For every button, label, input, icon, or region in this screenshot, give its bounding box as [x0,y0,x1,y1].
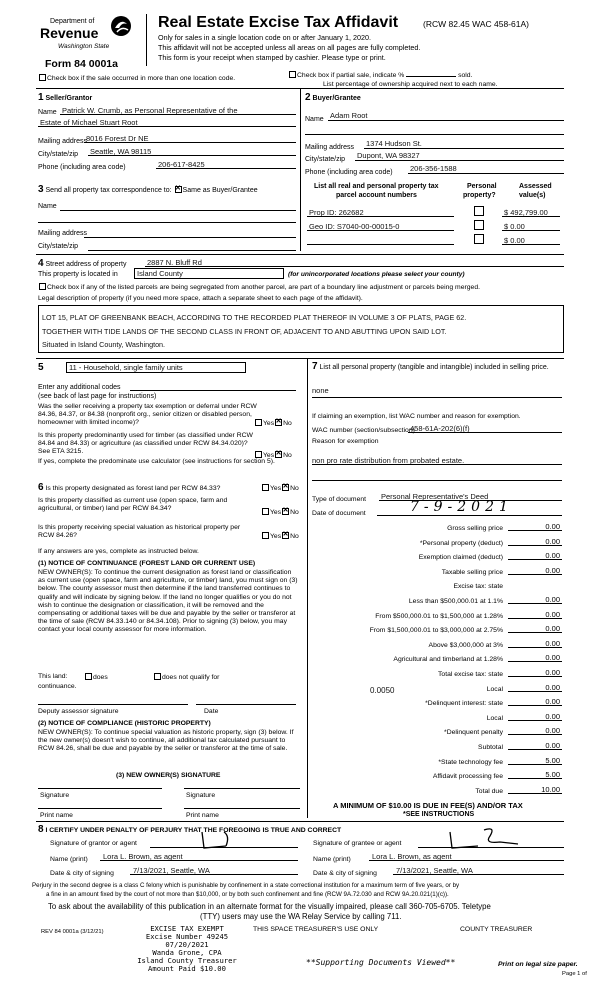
s5-q2: Is this property predominantly used for timber (as classified under RCW 84.84 and 84.33) or agriculture (as classified under RCW 84.34.020)? See ETA 3215. [38,432,253,455]
notice2-heading: (2) NOTICE OF COMPLIANCE (HISTORIC PROPERTY) [38,720,211,727]
tax-row-amount[interactable]: 0.00 [545,522,560,531]
stamp-line: Excise Number 49245 [145,932,229,941]
line [377,515,562,516]
s6-q3-answer: Yes✕ No [261,532,299,540]
buyer-mail-label: Mailing address [305,144,355,151]
s6-q2-yes[interactable] [262,508,269,515]
line [508,764,562,765]
treasurer-stamp [137,925,237,973]
line [508,793,562,794]
notice3-heading: (3) NEW OWNER(S) SIGNATURE [116,772,221,779]
buyer-phone-label: Phone (including area code) [305,169,393,176]
tax-row-label: Total excise tax: state [438,671,503,678]
parcel-value[interactable]: $ 0.00 [504,222,525,231]
street-value[interactable]: 2887 N. Bluff Rd [147,258,202,267]
tax-row-label: Gross selling price [447,525,503,532]
personal-property-checkbox[interactable] [474,234,484,244]
tax-row-amount[interactable]: 0.00 [545,610,560,619]
exempt-text: If claiming an exemption, list WAC number and reason for exemption. [312,413,521,420]
buyer-city-label: City/state/zip [305,156,346,163]
stamp-line: 07/20/2021 [165,940,209,949]
line [508,691,562,692]
line [418,847,564,848]
segregated-checkbox[interactable] [39,283,46,290]
line [355,160,564,161]
use-code-value: 11 - Household, single family units [69,363,183,372]
line [508,545,562,546]
line [60,114,296,115]
tax-row-amount[interactable]: 0.00 [545,595,560,604]
grantor-date-label: Date & city of signing [50,870,114,877]
tax-row-amount[interactable]: 0.00 [545,624,560,633]
section3-heading: 3 Send all property tax correspondence to: ✕ Same as Buyer/Grantee [38,184,258,195]
line [393,874,564,875]
line [508,778,562,779]
s5-q2-answer: Yes✕ No [254,451,292,459]
header-note1: Only for sales in a single location code on or after January 1, 2020. [158,33,371,42]
perjury-1: Perjury in the second degree is a class C felony which is punishable by confinement in a state correctional institution for a maximum term of five years, or by [32,882,460,889]
seller-mail-label: Mailing address [38,138,88,145]
tax-row-label: Affidavit processing fee [432,773,503,780]
ask-2: (TTY) users may use the WA Relay Service by calling 711. [200,912,402,921]
partial-sale-checkbox[interactable] [289,71,296,78]
line [328,120,564,121]
s5-q1-answer: Yes✕ No [254,419,292,427]
line [60,210,296,211]
line [508,705,562,706]
same-as-buyer-checkbox[interactable] [175,186,182,193]
seller-name-value[interactable]: Patrick W. Crumb, as Personal Representative of the [62,106,238,115]
tax-row-amount[interactable]: 0.00 [545,726,560,735]
s5-q1-no[interactable] [275,419,282,426]
line [312,480,562,481]
line [508,559,562,560]
form-title: Real Estate Excise Tax Affidavit [158,14,399,31]
located-label: This property is located in [38,271,118,278]
tax-row-amount[interactable]: 5.00 [545,756,560,765]
line [305,134,564,135]
local-rate[interactable]: 0.0050 [370,686,395,695]
tax-row-label: Less than $500,000.01 at 1.1% [408,598,503,605]
header-note3: This form is your receipt when stamped by cashier. Please type or print. [158,53,386,62]
notice2-body: NEW OWNER(S): To continue special valuation as historic property, sign (3) below. If the new owner(s) doesn't wish to continue, all additional tax calculated pursuant to RCW 84.26, shall be due and payable by the seller or transferor at the time of sale. [38,729,294,753]
section5-num: 5 [38,362,44,373]
line [508,632,562,633]
partial-sale-note: List percentage of ownership acquired next to each name. [323,81,498,88]
segregated-row: Check box if any of the listed parcels are being segregated from another parcel, are part of a boundary line adjustment or parcels being merged. [38,283,480,291]
parcel-head3: Personal [467,183,497,190]
docs-viewed-stamp: **Supporting Documents Viewed** [306,958,456,967]
line [408,432,562,433]
line [38,222,296,223]
tax-row-label: Local [486,686,503,693]
line [508,647,562,648]
tax-row-label: Local [486,715,503,722]
thisland-label: This land: [38,673,68,680]
form-rcw: (RCW 82.45 WAC 458-61A) [423,19,529,29]
dept-line3: Washington State [58,43,110,50]
line [38,788,162,789]
s5-q1: Was the seller receiving a property tax exemption or deferral under RCW 84.36, 84.37, or 84.38 (nonprofit org., senior citizen or disabled person, homeowner with limited income)? [38,403,257,426]
seller-mail-value[interactable]: 8016 Forest Dr NE [86,134,149,143]
parcel-head4: property? [463,192,496,199]
dor-logo [40,14,132,64]
line [508,720,562,721]
deputy-sig-label: Deputy assessor signature [38,708,119,715]
seller-phone-value[interactable]: 206-617-8425 [158,160,205,169]
line [84,142,296,143]
page-indicator: Page 1 of [562,971,587,977]
seller-name-value2[interactable]: Estate of Michael Stuart Root [40,118,138,127]
line [307,230,454,231]
seller-phone-label: Phone (including area code) [38,164,126,171]
s5-q2-no[interactable] [275,451,282,458]
doesnot-checkbox[interactable] [154,673,161,680]
s6-q1: 6 Is this property designated as forest land per RCW 84.33? [38,482,221,493]
line [307,216,454,217]
s6-q2: Is this property classified as current use (open space, farm and agricultural, or timber) land per RCW 84.34? [38,497,228,512]
tax-row-label: Agricultural and timberland at 1.28% [393,656,503,663]
owner-sig-label-1: Signature [40,792,70,799]
tax-row-amount[interactable]: 0.00 [545,741,560,750]
legal-line2: TOGETHER WITH TIDE LANDS OF THE SECOND CLASS IN FRONT OF, ADJACENT TO AND ABUTTING UPON SAID LOT. [42,327,447,336]
county-select[interactable] [134,268,284,279]
s6-q3-no[interactable] [282,532,289,539]
line [130,390,296,391]
line [508,749,562,750]
tax-row-amount[interactable]: 0.00 [545,697,560,706]
minimum-due: A MINIMUM OF $10.00 IS DUE IN FEE(S) AND/OR TAX [333,801,523,810]
line [364,148,564,149]
line [312,464,562,465]
use-code-select[interactable] [66,362,246,373]
parcel-head5: Assessed [519,183,552,190]
owner-print-label-1: Print name [40,812,73,819]
doc-date-value[interactable]: 7-9-2021 [410,499,513,515]
s5-q2b: If yes, complete the predominate use calculator (see instructions for section 5). [38,458,275,465]
tax-row-label: Above $3,000,000 at 3% [428,642,503,649]
s6-q2-answer: Yes✕ No [261,508,299,516]
buyer-name-label: Name [305,116,324,123]
tax-row-label: Excise tax: state [453,583,503,590]
codes-label: Enter any additional codes [38,384,121,391]
seller-city-value[interactable]: Seattle, WA 98115 [90,147,152,156]
legal-line1: LOT 15, PLAT OF GREENBANK BEACH, ACCORDING TO THE RECORDED PLAT THEREOF IN VOLUME 3 OF PLATS, PAGE 62. [42,313,467,322]
dept-line1: Department of [50,18,95,25]
form-number: Form 84 0001a [45,58,118,70]
wac-value[interactable]: 458-61A-202(6)(f) [410,424,470,433]
buyer-phone-value[interactable]: 206-356-1588 [410,164,457,173]
grantor-date-value[interactable]: 7/13/2021, Seattle, WA [133,866,210,875]
rule [36,254,564,255]
line [184,808,300,809]
grantor-signature-icon[interactable] [196,828,246,852]
buyer-mail-value[interactable]: 1374 Hudson St. [366,139,422,148]
parcel-head1: List all real and personal property tax [314,183,439,190]
tax-row-amount[interactable]: 0.00 [545,551,560,560]
multi-location-checkbox[interactable] [39,74,46,81]
line [130,874,298,875]
doc-date-label: Date of document [312,510,366,517]
line [145,266,564,267]
reason-value[interactable]: non pro rate distribution from probated estate. [312,456,465,465]
line [508,734,562,735]
buyer-heading: 2 Buyer/Grantee [305,92,361,103]
tax-row-amount[interactable]: 0.00 [545,653,560,662]
line [38,808,162,809]
partial-sale-row: Check box if partial sale, indicate % sold. [288,71,472,79]
tax-row-amount[interactable]: 0.00 [545,566,560,575]
seller-name-label: Name [38,109,57,116]
personal-property-checkbox[interactable] [474,220,484,230]
header-note2: This affidavit will not be accepted unless all areas on all pages are fully completed. [158,43,421,52]
tax-row-label: *Delinquent penalty [444,729,503,736]
s5-q2-yes[interactable] [255,451,262,458]
rev-number: REV 84 0001a (3/12/21) [41,929,104,935]
stamp-line: Amount Paid $10.00 [148,964,226,973]
parcel-value[interactable]: $ 0.00 [504,236,525,245]
wa-logo-icon [110,14,132,40]
grantee-date-label: Date & city of signing [313,870,377,877]
deputy-date-label: Date [204,708,219,715]
line [84,237,296,238]
line [508,618,562,619]
tax-row-amount[interactable]: 0.00 [545,683,560,692]
reason-label: Reason for exemption [312,438,379,445]
tax-row-label: From $1,500,000.01 to $3,000,000 at 2.75% [369,627,503,634]
grantee-date-value[interactable]: 7/13/2021, Seattle, WA [396,866,473,875]
parcel-head6: value(s) [519,192,546,199]
s6-q1-yes[interactable] [262,484,269,491]
tax-row-label: *Delinquent interest: state [425,700,503,707]
line [508,603,562,604]
s6-q1-no[interactable] [282,484,289,491]
notice1-heading: (1) NOTICE OF CONTINUANCE (FOREST LAND OR CURRENT USE) [38,560,256,567]
certify-heading: 8 I CERTIFY UNDER PENALTY OF PERJURY THAT THE FOREGOING IS TRUE AND CORRECT [38,824,342,835]
stamp-line: Wanda Grone, CPA [152,948,222,957]
line [408,173,564,174]
s6-ifany: If any answers are yes, complete as instructed below. [38,548,199,555]
s6-q3: Is this property receiving special valuation as historical property per RCW 84.26? [38,524,241,539]
grantee-name-label: Name (print) [313,856,351,863]
tax-row-label: From $500,000.01 to $1,500,000 at 1.28% [375,613,503,620]
line [502,244,560,245]
notice1-body: NEW OWNER(S): To continue the current designation as forest land or classification as current use (open space, farm and agriculture, or timber) land, you must sign on (3) below. The county assessor must then determine if the land transferred continues to qualify and will indicate by signing below. If the land no longer qualifies or you do not wish to continue the designation or classification, it will be removed and the compensating or additional taxes will be due and payable by the seller or transferor at the time of sale (RCW 84.33.140 or 84.34.108). Prior to signing (3) below, you may contact your local county assessor for more information. [38,569,298,634]
buyer-city-value[interactable]: Dupont, WA 98327 [357,151,420,160]
grantor-sig-label: Signature of grantor or agent [50,840,137,847]
line [502,230,560,231]
line [150,847,298,848]
s7-text: 7 List all personal property (tangible and intangible) included in selling price. [312,361,549,372]
see-instructions: *SEE INSTRUCTIONS [403,811,475,818]
tax-row-amount[interactable]: 0.00 [545,712,560,721]
line [88,250,296,251]
grantor-name-label: Name (print) [50,856,88,863]
tax-row-label: Taxable selling price [441,569,503,576]
grantee-name-value[interactable]: Lora L. Brown, as agent [372,852,452,861]
line [312,397,562,398]
tax-row-label: *State technology fee [438,759,503,766]
line [508,661,562,662]
s6-q1-answer: Yes✕ No [261,484,299,492]
dept-line2: Revenue [40,25,99,41]
parcel-id[interactable]: Geo ID: S7040-00-00015-0 [309,222,400,231]
rule [307,358,308,818]
doc-type-label: Type of document [312,496,367,503]
wac-label: WAC number (section/subsection) [312,427,415,434]
personal-property-checkbox[interactable] [474,206,484,216]
line [100,860,298,861]
tax-row-label: Exemption claimed (deduct) [418,554,503,561]
does-option: does [84,673,108,681]
personal-property-value[interactable]: none [312,386,329,395]
tax-row-amount[interactable]: 0.00 [545,639,560,648]
perjury-2: a fine in an amount fixed by the court of not more than $10,000, or by both such confinement and fine (RCW 9A.72.030 and RCW 9A.20.021(1)(c)). [46,891,449,898]
s6-q2-no[interactable] [282,508,289,515]
grantee-sig-label: Signature of grantee or agent [313,840,402,847]
seller-city-label: City/state/zip [38,151,79,158]
does-checkbox[interactable] [85,673,92,680]
grantor-name-value[interactable]: Lora L. Brown, as agent [103,852,183,861]
tax-row-label: Subtotal [478,744,503,751]
county-value: Island County [137,269,183,278]
line [88,155,296,156]
unincorp-note: (for unincorporated locations please select your county) [288,271,465,278]
treasurer-use-only: THIS SPACE TREASURER'S USE ONLY [253,926,379,933]
parcel-value[interactable]: $ 492,799.00 [504,208,548,217]
s5-q1-yes[interactable] [255,419,262,426]
line [156,168,296,169]
county-treasurer-label: COUNTY TREASURER [460,926,533,933]
tax-row-amount[interactable]: 10.00 [541,785,560,794]
parcel-head2: parcel account numbers [336,192,417,199]
line [508,676,562,677]
rule [36,821,564,822]
rule [300,88,301,251]
multi-location-row: Check box if the sale occurred in more than one location code. [38,74,235,82]
codes-note: (see back of last page for instructions) [38,393,157,400]
doesnot-option: does not qualify for [153,673,219,681]
tax-row-amount[interactable]: 0.00 [545,668,560,677]
ask-1: To ask about the availability of this publication in an alternate format for the visually impaired, please call 360-705-6705. Teletype [48,902,491,911]
line [307,244,454,245]
owner-sig-label-2: Signature [186,792,216,799]
tax-row-label: *Personal property (deduct) [419,540,503,547]
rule [36,358,564,359]
line [508,530,562,531]
buyer-name-value[interactable]: Adam Root [330,111,368,120]
legal-paper-note: Print on legal size paper. [498,961,578,968]
line [184,788,300,789]
seller-heading: 1 Seller/Grantor [38,92,93,103]
legal-label: Legal description of property (if you need more space, attach a separate sheet to each page of the affidavit). [38,295,363,302]
legal-line3: Situated in Island County, Washington. [42,340,166,349]
tax-row-amount[interactable]: 5.00 [545,770,560,779]
line [196,704,296,705]
line [38,126,296,127]
line [369,860,564,861]
tax-row-label: Total due [475,788,503,795]
line [502,216,560,217]
owner-print-label-2: Print name [186,812,219,819]
s3-name-label: Name [38,203,57,210]
stamp-line: Island County Treasurer [137,956,237,965]
parcel-id[interactable]: Prop ID: 262682 [309,208,364,217]
s3-city-label: City/state/zip [38,243,79,250]
s3-mail-label: Mailing address [38,230,88,237]
doc-type-value[interactable]: Personal Representative's Deed [381,492,489,501]
line [508,574,562,575]
grantee-signature-icon[interactable] [444,826,524,852]
continuance-label: continuance. [38,683,77,690]
header-divider [146,14,147,66]
section4-street: 4 Street address of property [38,258,127,269]
s6-q3-yes[interactable] [262,532,269,539]
legal-description-box[interactable] [38,305,564,353]
line [38,704,188,705]
stamp-line: EXCISE TAX EXEMPT [150,924,224,933]
tax-row-amount[interactable]: 0.00 [545,537,560,546]
